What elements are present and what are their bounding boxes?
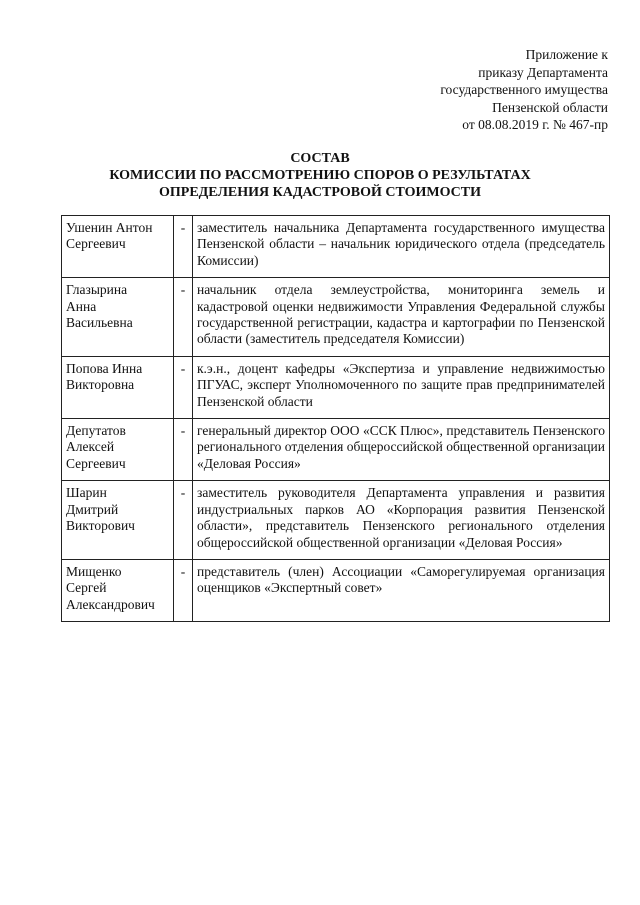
member-name bbox=[62, 419, 174, 481]
name-line: Васильевна bbox=[66, 315, 133, 331]
name-line: Сергеевич bbox=[66, 455, 126, 471]
appendix-line: Приложение к bbox=[525, 47, 608, 62]
title-line: ОПРЕДЕЛЕНИЯ КАДАСТРОВОЙ СТОИМОСТИ bbox=[159, 184, 481, 200]
title-line: СОСТАВ bbox=[290, 151, 350, 166]
table-row bbox=[62, 559, 610, 621]
name-line: Попова Инна bbox=[66, 360, 143, 376]
dash-cell: - bbox=[174, 216, 193, 278]
name-line: Дмитрий bbox=[66, 501, 119, 517]
table-row bbox=[62, 356, 610, 418]
member-name bbox=[62, 559, 174, 621]
name-line: Ушенин Антон bbox=[66, 220, 153, 235]
table-row bbox=[62, 278, 610, 357]
dash-cell: - bbox=[174, 419, 193, 481]
appendix-line: государственного имущества bbox=[440, 82, 608, 98]
name-line: Викторович bbox=[66, 518, 135, 534]
member-name bbox=[62, 278, 174, 357]
member-name bbox=[62, 216, 174, 278]
dash-cell: - bbox=[174, 356, 193, 418]
name-line: Сергеевич bbox=[66, 236, 126, 252]
appendix-line: Пензенской области bbox=[492, 99, 608, 115]
dash-cell: - bbox=[174, 559, 193, 621]
member-name bbox=[62, 356, 174, 418]
name-line: Шарин bbox=[66, 485, 107, 501]
member-role: заместитель руководителя Департамента управления и развития индустриальных парков АО «Корпорация развития Пензенской области», представитель Пензенского регионального отделения общероссийской общественной организации «Деловая Россия» bbox=[193, 481, 610, 560]
table-row bbox=[62, 419, 610, 481]
title-line: КОМИССИИ ПО РАССМОТРЕНИЮ СПОРОВ О РЕЗУЛЬТАТАХ bbox=[109, 167, 531, 183]
name-line: Алексей bbox=[66, 439, 115, 455]
members-table bbox=[61, 215, 610, 622]
name-line: Депутатов bbox=[66, 423, 126, 439]
appendix-note bbox=[440, 46, 608, 134]
member-role: генеральный директор ООО «ССК Плюс», представитель Пензенского регионального отделения общероссийской общественной организации «Деловая Россия» bbox=[193, 419, 610, 481]
dash-cell: - bbox=[174, 481, 193, 560]
table-row bbox=[62, 216, 610, 278]
member-role: начальник отдела землеустройства, мониторинга земель и кадастровой оценки недвижимости Управления Федеральной службы государственной регистрации, кадастра и картографии по Пензенской области (заместитель председателя Комиссии) bbox=[193, 278, 610, 357]
document-title bbox=[40, 151, 600, 201]
member-role: представитель (член) Ассоциации «Саморегулируемая организация оценщиков «Экспертный совет» bbox=[193, 559, 610, 621]
name-line: Сергей bbox=[66, 580, 107, 596]
dash-cell: - bbox=[174, 278, 193, 357]
table-row bbox=[62, 481, 610, 560]
member-name bbox=[62, 481, 174, 560]
name-line: Викторовна bbox=[66, 377, 135, 393]
name-line: Анна bbox=[66, 298, 97, 314]
member-role: заместитель начальника Департамента государственного имущества Пензенской области – начальник юридического отдела (председатель Комиссии) bbox=[193, 216, 610, 278]
appendix-line: от 08.08.2019 г. № 467-пр bbox=[462, 117, 608, 133]
appendix-line: приказу Департамента bbox=[478, 64, 608, 80]
member-role: к.э.н., доцент кафедры «Экспертиза и управление недвижимостью ПГУАС, эксперт Уполномоченного по защите прав предпринимателей Пензенской области bbox=[193, 356, 610, 418]
name-line: Мищенко bbox=[66, 563, 122, 579]
name-line: Глазырина bbox=[66, 282, 128, 298]
name-line: Александрович bbox=[66, 596, 155, 612]
